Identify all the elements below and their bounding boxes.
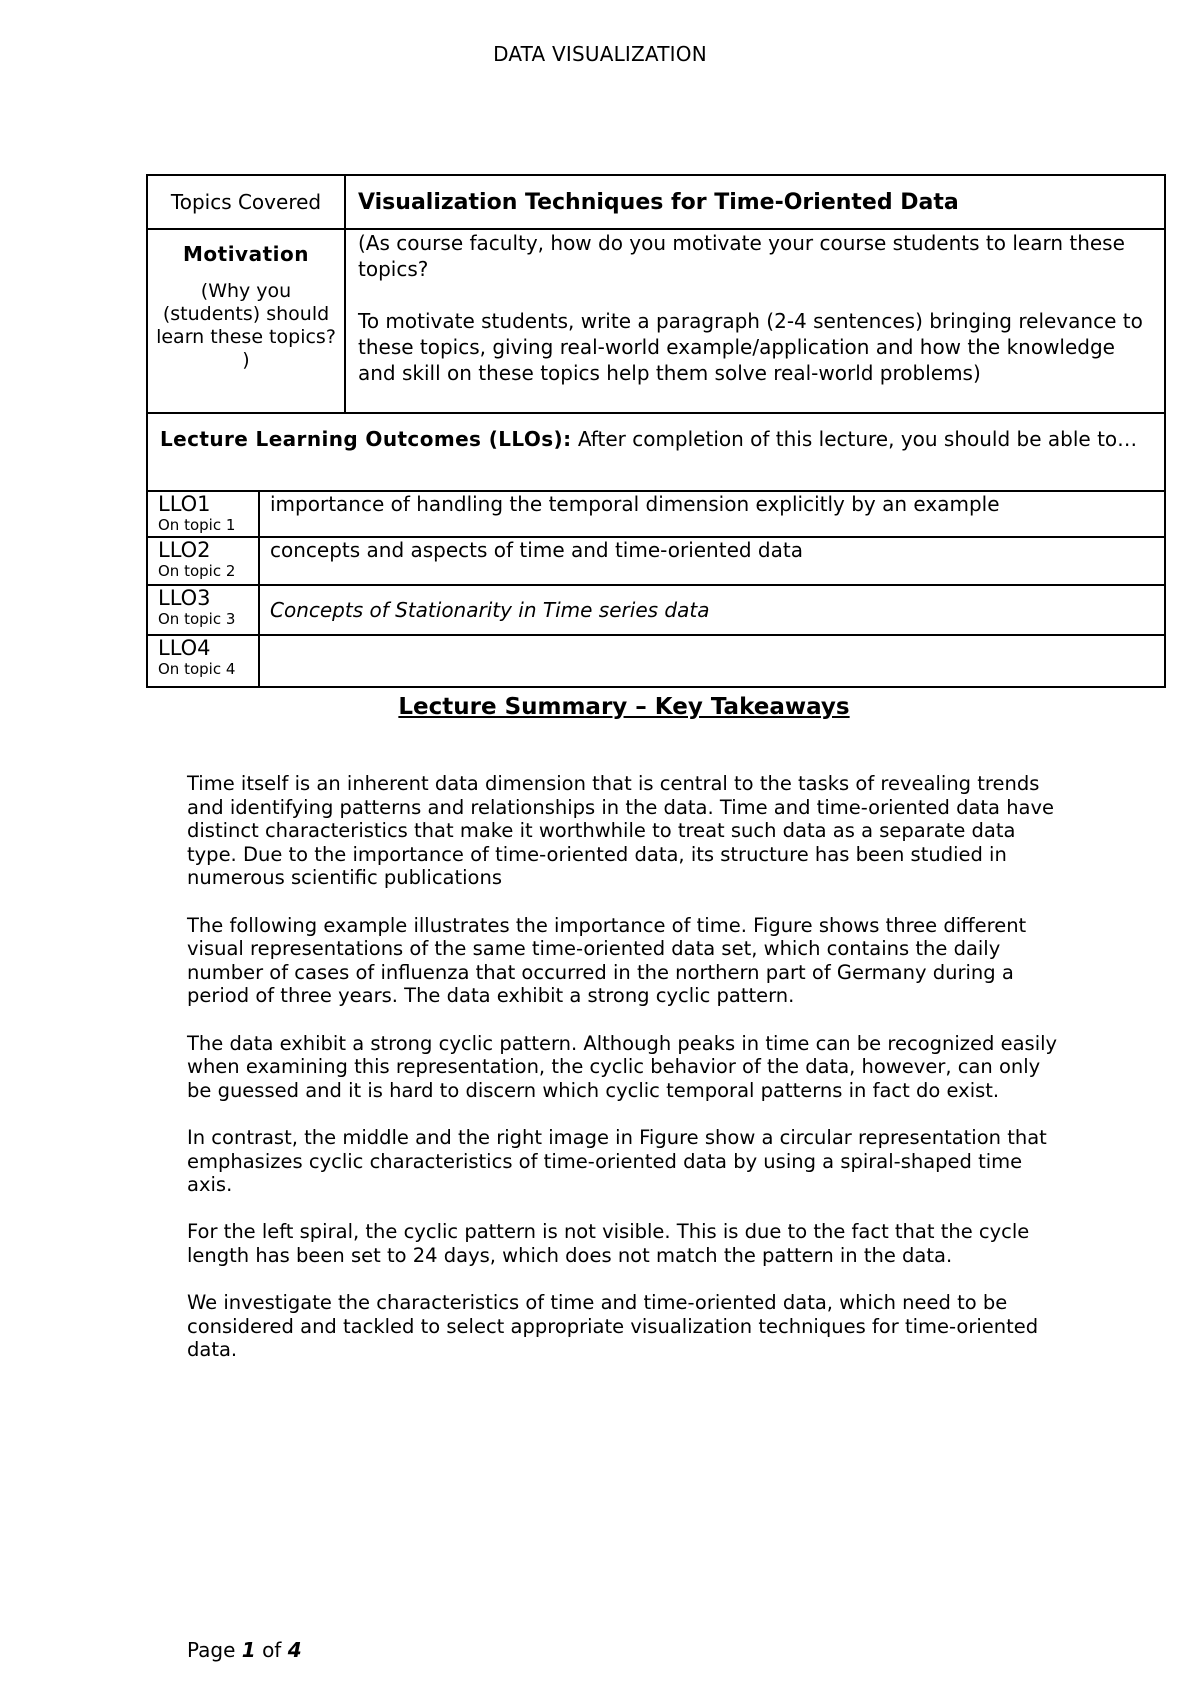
llo-text: Concepts of Stationarity in Time series data [259,585,1165,635]
llo-label-cell [147,537,259,585]
llo-id: LLO4 [158,636,211,660]
llo-row [147,537,1165,585]
llo-label-cell [147,635,259,687]
llo-topic: On topic 1 [158,516,236,534]
document-header: DATA VISUALIZATION [493,42,707,66]
llo-row [147,585,1165,635]
llo-row [147,635,1165,687]
course-info-table [146,174,1166,688]
llo-id: LLO2 [158,538,211,562]
summary-title: Lecture Summary – Key Takeaways [398,694,850,720]
page-number: 1 [241,1638,256,1662]
llo-topic: On topic 4 [158,660,236,678]
llo-topic: On topic 2 [158,562,236,580]
llo-heading-bold: Lecture Learning Outcomes (LLOs): [160,427,572,451]
llo-row [147,491,1165,537]
motivation-instructions: To motivate students, write a paragraph (2-4 sentences) bringing relevance to these topics, giving real-world example/application and how the knowledge and skill on these topics help them solve real-world problems) [358,309,1143,385]
summary-paragraph: The data exhibit a strong cyclic pattern. Although peaks in time can be recognized easily when examining this representation, the cyclic behavior of the data, however, can only be guessed and it is hard to discern which cyclic temporal patterns in fact do exist. [187,1031,1058,1102]
motivation-prompt: (As course faculty, how do you motivate your course students to learn these topics? [358,231,1125,281]
page-footer [187,1638,302,1662]
llo-heading-text: After completion of this lecture, you should be able to… [571,427,1138,451]
llo-label-cell [147,585,259,635]
motivation-cell [147,229,345,413]
llo-id: LLO1 [158,492,211,516]
llo-text: importance of handling the temporal dimension explicitly by an example [259,491,1165,537]
llo-id: LLO3 [158,586,211,610]
summary-paragraph: The following example illustrates the importance of time. Figure shows three different visual representations of the same time-oriented data set, which contains the daily number of cases of influenza that occurred in the northern part of Germany during a period of three years. The data exhibit a strong cyclic pattern. [187,913,1027,1008]
motivation-subtext: (Why you (students) should learn these topics? ) [156,280,336,371]
llo-topic: On topic 3 [158,610,236,628]
llo-text [259,635,1165,687]
of-label: of [262,1638,282,1662]
summary-paragraph: In contrast, the middle and the right image in Figure show a circular representation that emphasizes cyclic characteristics of time-oriented data by using a spiral-shaped time axis. [187,1125,1047,1197]
summary-paragraph: We investigate the characteristics of time and time-oriented data, which need to be considered and tackled to select appropriate visualization techniques for time-oriented data. [187,1291,1039,1362]
llo-label-cell [147,491,259,537]
summary-paragraph: Time itself is an inherent data dimension that is central to the tasks of revealing trends and identifying patterns and relationships in the data. Time and time-oriented data have distinct characteristics that make it worthwhile to treat such data as a separate data type. Due to the importance of time-oriented data, its structure has been studied in numerous scientific publications [187,772,1055,890]
summary-paragraph: For the left spiral, the cyclic pattern is not visible. This is due to the fact that the cycle length has been set to 24 days, which does not match the pattern in the data. [187,1220,1030,1267]
page-label: Page [187,1638,236,1662]
summary-body [187,772,1067,1385]
topics-title: Visualization Techniques for Time-Oriented Data [345,175,1165,229]
llo-text: concepts and aspects of time and time-oriented data [259,537,1165,585]
motivation-label: Motivation [183,242,309,266]
motivation-text-cell [345,229,1165,413]
llo-heading [147,413,1165,491]
page-total: 4 [287,1638,302,1662]
topics-covered-label: Topics Covered [147,175,345,229]
